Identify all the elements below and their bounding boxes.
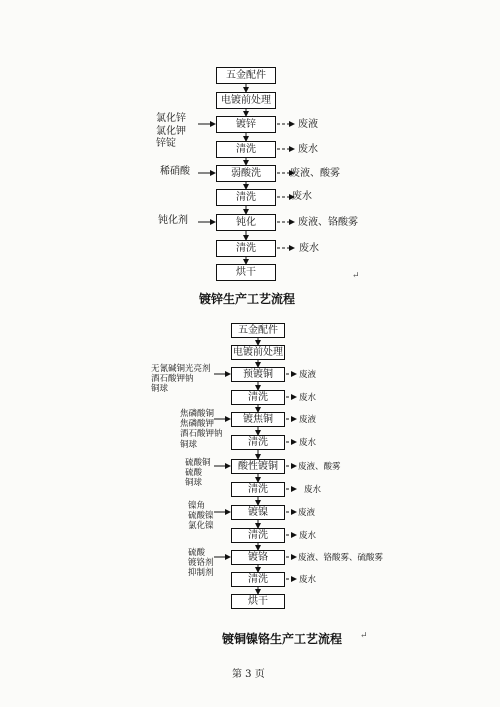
zinc-step-6: 清洗 <box>216 189 276 206</box>
copper-input-line: 镍角 <box>188 501 206 511</box>
copper-output-label: 废水 <box>299 531 317 541</box>
copper-input-line: 硫酸铜 <box>185 458 211 468</box>
copper-input-line: 氯化镍 <box>188 521 214 532</box>
copper-output-label: 废液、铬酸雾、硫酸雾 <box>298 553 384 563</box>
copper-step-2: 电镀前处理 <box>231 345 285 360</box>
copper-input-line: 抑制剂 <box>188 568 214 579</box>
copper-step-8: 清洗 <box>231 482 285 497</box>
copper-step-7: 酸性镀铜 <box>231 459 285 474</box>
zinc-output-label: 废水 <box>298 144 318 155</box>
copper-input-line: 焦磷酸钾 <box>180 419 215 430</box>
copper-step-1: 五金配件 <box>231 323 285 338</box>
copper-input-line: 无氰碱铜光亮剂 <box>151 364 211 374</box>
zinc-step-7: 钝化 <box>216 214 276 231</box>
zinc-input-label: 稀硝酸 <box>160 166 190 177</box>
copper-step-11: 镀铬 <box>231 550 285 565</box>
copper-input-line: 酒石酸钾钠 <box>180 429 223 440</box>
copper-output-label: 废液 <box>299 415 317 425</box>
copper-output-label: 废水 <box>299 393 317 403</box>
copper-output-label: 废水 <box>304 485 322 495</box>
zinc-output-label: 废液、酸雾 <box>290 168 340 179</box>
copper-flowchart-title: 镀铜镍铬生产工艺流程 <box>222 632 343 646</box>
zinc-output-label: 废液、铬酸雾 <box>298 217 358 228</box>
zinc-step-9: 烘干 <box>216 264 276 281</box>
copper-output-label: 废液 <box>299 370 317 380</box>
zinc-step-5: 弱酸洗 <box>216 165 276 182</box>
copper-input-line: 铜球 <box>151 384 169 395</box>
copper-input-line: 铜球 <box>185 478 203 489</box>
copper-input-line: 硫酸 <box>185 468 203 479</box>
copper-step-12: 清洗 <box>231 572 285 587</box>
copper-output-label: 废液、酸雾 <box>298 462 341 472</box>
zinc-output-label: 废水 <box>299 243 319 254</box>
zinc-step-8: 清洗 <box>216 240 276 257</box>
zinc-step-2: 电镀前处理 <box>216 92 276 109</box>
copper-input-line: 硫酸镍 <box>188 511 214 522</box>
copper-output-label: 废液 <box>298 508 316 518</box>
zinc-step-3: 镀锌 <box>216 116 276 133</box>
copper-input-line: 镀铬剂 <box>188 558 214 569</box>
copper-output-label: 废水 <box>299 575 317 585</box>
copper-input-line: 铜球 <box>180 439 198 450</box>
copper-step-6: 清洗 <box>231 435 285 450</box>
copper-step-5: 镀焦铜 <box>231 412 285 427</box>
zinc-input-line: 氯化钾 <box>156 125 186 137</box>
zinc-input-line: 锌锭 <box>156 138 176 149</box>
paragraph-mark: ↵ <box>360 631 368 641</box>
copper-step-10: 清洗 <box>231 528 285 543</box>
page-number: 第 3 页 <box>232 669 265 680</box>
zinc-output-label: 废液 <box>298 119 318 130</box>
copper-step-4: 清洗 <box>231 390 285 405</box>
copper-step-3: 预镀铜 <box>231 367 285 382</box>
zinc-input-line: 氯化锌 <box>156 113 186 124</box>
zinc-input-label: 钝化剂 <box>158 215 188 226</box>
zinc-step-1: 五金配件 <box>216 67 276 84</box>
paragraph-mark: ↵ <box>352 271 360 281</box>
zinc-output-label: 废水 <box>292 191 312 202</box>
copper-input-line: 酒石酸钾钠 <box>151 374 194 385</box>
copper-step-9: 镀镍 <box>231 505 285 520</box>
zinc-step-4: 清洗 <box>216 141 276 158</box>
copper-output-label: 废水 <box>299 438 317 448</box>
copper-input-line: 焦磷酸铜 <box>180 409 215 419</box>
zinc-flowchart-title: 镀锌生产工艺流程 <box>199 292 296 306</box>
copper-step-13: 烘干 <box>231 594 285 609</box>
copper-input-line: 硫酸 <box>188 548 206 558</box>
